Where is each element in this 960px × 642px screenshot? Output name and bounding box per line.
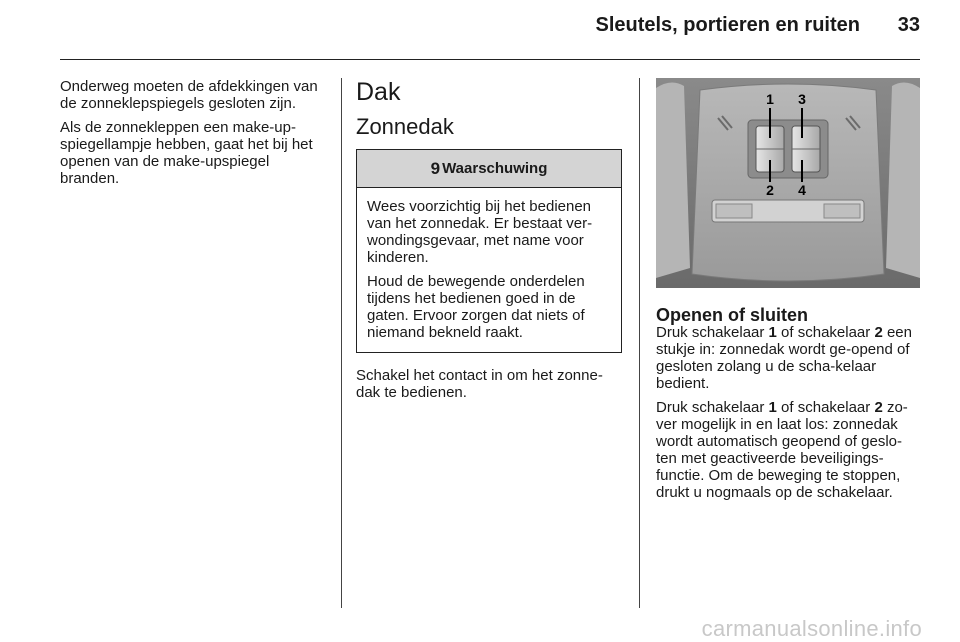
paragraph: Schakel het contact in om het zonne-dak te bedienen. [356, 367, 603, 401]
section-heading-zonnedak: Zonnedak [356, 114, 454, 139]
page-number: 33 [897, 14, 920, 36]
section-heading-dak: Dak [356, 78, 401, 106]
paragraph: Druk schakelaar 1 of schakelaar 2 een stukje in: zonnedak wordt ge-opend of gesloten zolang u de scha-kelaar bedient. [656, 324, 912, 392]
paragraph: Onderweg moeten de afdekkingen van de zonneklepspiegels gesloten zijn. [60, 78, 318, 112]
paragraph: Als de zonnekleppen een make-up-spiegellampje hebben, gaat het bij het openen van de make-upspiegel branden. [60, 119, 313, 187]
column-divider-right [639, 78, 640, 608]
callout-label-4: 4 [798, 182, 806, 198]
column-1 [60, 78, 320, 194]
warning-body [357, 188, 621, 352]
paragraph: Druk schakelaar 1 of schakelaar 2 zo-ver mogelijk in en laat los: zonnedak wordt automatisch geopend of geslo-ten met geactiveerde beveiligings-functie. Om de beweging te stoppen, drukt u nogmaals op de schakelaar. [656, 399, 908, 501]
callout-label-3: 3 [798, 91, 806, 107]
column-divider-left [341, 78, 342, 608]
sunroof-switch-photo [656, 78, 920, 288]
header-rule [60, 59, 920, 60]
warning-header [357, 150, 621, 188]
watermark: carmanualsonline.info [701, 616, 922, 641]
console-panel [692, 84, 884, 281]
callout-label-1: 1 [766, 91, 774, 107]
warning-title: Waarschuwing [442, 160, 548, 177]
column-3 [656, 78, 922, 508]
warning-paragraph: Wees voorzichtig bij het bedienen van het zonnedak. Er bestaat ver-wondingsgevaar, met name voor kinderen. [367, 198, 593, 266]
callout-label-2: 2 [766, 182, 774, 198]
column-2 [356, 78, 624, 408]
warning-paragraph: Houd de bewegende onderdelen tijdens het bedienen goed in de gaten. Ervoor zorgen dat niets of niemand bekneld raakt. [367, 273, 585, 341]
warning-box [356, 149, 622, 353]
subheading-openen-of-sluiten: Openen of sluiten [656, 305, 809, 325]
warning-icon: 9 [430, 159, 441, 178]
header-title: Sleutels, portieren en ruiten [595, 14, 860, 36]
